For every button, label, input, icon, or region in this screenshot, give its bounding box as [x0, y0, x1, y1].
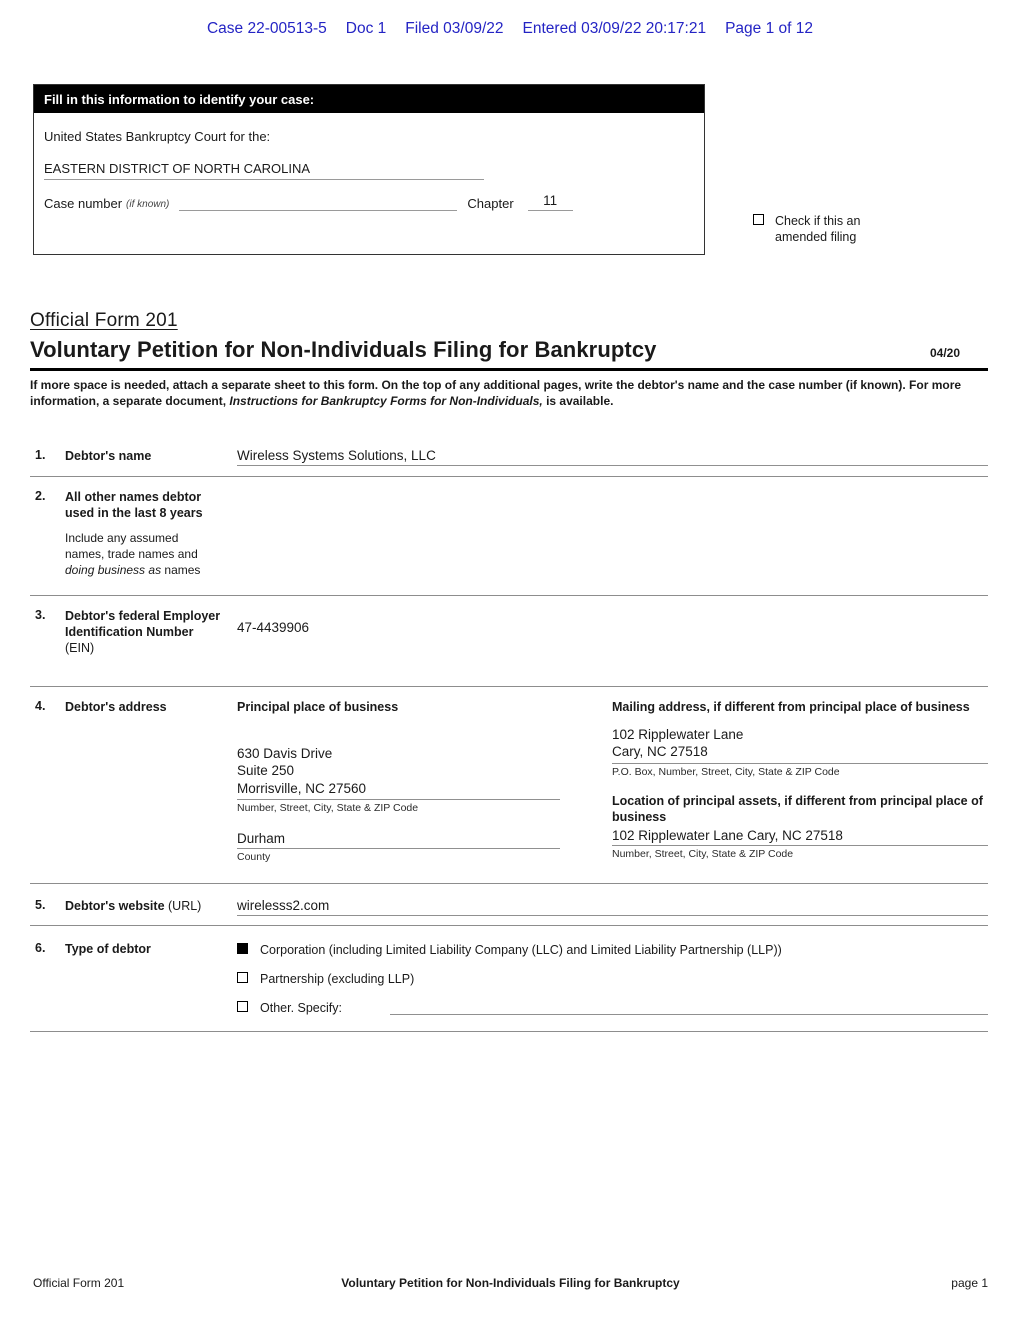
partnership-label: Partnership (excluding LLP)	[260, 971, 415, 986]
other-names-field[interactable]	[237, 489, 988, 581]
ein-value[interactable]: 47-4439906	[237, 619, 310, 635]
item-debtor-name	[30, 431, 988, 477]
chapter-label: Chapter	[467, 196, 514, 211]
footer-form-title: Voluntary Petition for Non-Individuals Filing for Bankruptcy	[341, 1276, 680, 1290]
ein-label: Debtor's federal Employer Identification Number (EIN)	[65, 608, 221, 656]
location-of-assets-field[interactable]: 102 Ripplewater Lane Cary, NC 27518	[612, 828, 988, 846]
case-number-input[interactable]	[179, 195, 457, 211]
form-title: Voluntary Petition for Non-Individuals Filing for Bankruptcy	[30, 337, 657, 362]
amended-filing-option	[753, 213, 883, 246]
mailing-address-column	[612, 699, 988, 863]
page-footer	[33, 1276, 988, 1290]
partnership-checkbox[interactable]	[237, 972, 248, 983]
option-other	[237, 1001, 988, 1015]
website-field[interactable]: wirelesss2.com	[237, 898, 988, 916]
mailing-address-field[interactable]: 102 Ripplewater Lane Cary, NC 27518	[612, 726, 988, 764]
corporation-checkbox[interactable]	[237, 943, 248, 954]
principal-address-heading: Principal place of business	[237, 699, 399, 714]
debtor-name-field[interactable]: Wireless Systems Solutions, LLC	[237, 448, 988, 466]
other-checkbox[interactable]	[237, 1001, 248, 1012]
entered-date-stamp: Entered 03/09/22 20:17:21	[522, 20, 707, 37]
case-number-stamp: Case 22-00513-5	[206, 20, 327, 37]
filed-date-stamp: Filed 03/09/22	[405, 20, 504, 37]
case-box-title: Fill in this information to identify your case:	[34, 85, 704, 113]
item-number: 5.	[35, 897, 46, 912]
ecf-stamp-header	[0, 20, 1020, 38]
county-field[interactable]: Durham	[237, 831, 560, 849]
chapter-value-field[interactable]: 11	[528, 193, 573, 211]
principal-address-caption: Number, Street, City, State & ZIP Code	[237, 801, 419, 814]
location-of-assets-heading: Location of principal assets, if different from principal place of business	[612, 793, 983, 824]
item-ein	[30, 596, 988, 687]
other-names-label: All other names debtor used in the last 8 years Include any assumed names, trade names and doing business as names	[65, 489, 237, 581]
page-count-stamp: Page 1 of 12	[725, 20, 814, 37]
principal-address-field[interactable]: 630 Davis Drive Suite 250 Morrisville, NC 27560	[237, 745, 560, 800]
item-number: 4.	[35, 698, 46, 713]
item-debtor-website	[30, 884, 988, 926]
item-type-of-debtor	[30, 926, 988, 1032]
item-number: 3.	[35, 607, 46, 622]
other-names-note: Include any assumed names, trade names and doing business as names	[65, 531, 201, 577]
county-caption: County	[237, 850, 271, 863]
form-id: Official Form 201	[30, 310, 178, 331]
option-corporation	[237, 943, 988, 957]
amended-filing-label: Check if this an amended filing	[775, 214, 861, 245]
location-of-assets-caption: Number, Street, City, State & ZIP Code	[612, 848, 794, 861]
case-number-label: Case number	[44, 196, 123, 211]
case-number-hint: (if known)	[126, 199, 170, 210]
form-instructions: If more space is needed, attach a separate sheet to this form. On the top of any additional pages, write the debtor's name and the case number (if known). For more information, a separate document, Instructions for Bankruptcy Forms for Non-Individuals, is available.	[30, 378, 962, 408]
footer-form-id: Official Form 201	[33, 1276, 125, 1290]
corporation-label: Corporation (including Limited Liability Company (LLC) and Limited Liability Partnership (LLP))	[260, 942, 782, 957]
item-debtor-address	[30, 687, 988, 884]
option-partnership	[237, 972, 988, 986]
item-number: 6.	[35, 940, 46, 955]
footer-page-number: page 1	[951, 1276, 988, 1290]
item-number: 1.	[35, 447, 46, 462]
principal-address-column	[237, 699, 583, 863]
form-revision-date: 04/20	[929, 346, 960, 360]
type-of-debtor-label: Type of debtor	[65, 941, 151, 956]
item-other-names	[30, 477, 988, 596]
debtor-address-label: Debtor's address	[65, 699, 167, 714]
district-field: EASTERN DISTRICT OF NORTH CAROLINA	[44, 161, 484, 180]
other-label: Other. Specify:	[260, 1000, 342, 1015]
title-rule	[30, 368, 988, 371]
doc-number-stamp: Doc 1	[345, 20, 387, 37]
case-identification-box	[33, 84, 705, 255]
debtor-name-label: Debtor's name	[65, 448, 152, 463]
amended-filing-checkbox[interactable]	[753, 214, 764, 225]
mailing-address-heading: Mailing address, if different from principal place of business	[612, 699, 970, 714]
other-specify-field[interactable]	[390, 1001, 988, 1015]
court-label: United States Bankruptcy Court for the:	[44, 129, 271, 144]
item-number: 2.	[35, 488, 46, 503]
mailing-address-caption: P.O. Box, Number, Street, City, State & ZIP Code	[612, 765, 840, 778]
website-label: Debtor's website (URL)	[65, 898, 202, 913]
